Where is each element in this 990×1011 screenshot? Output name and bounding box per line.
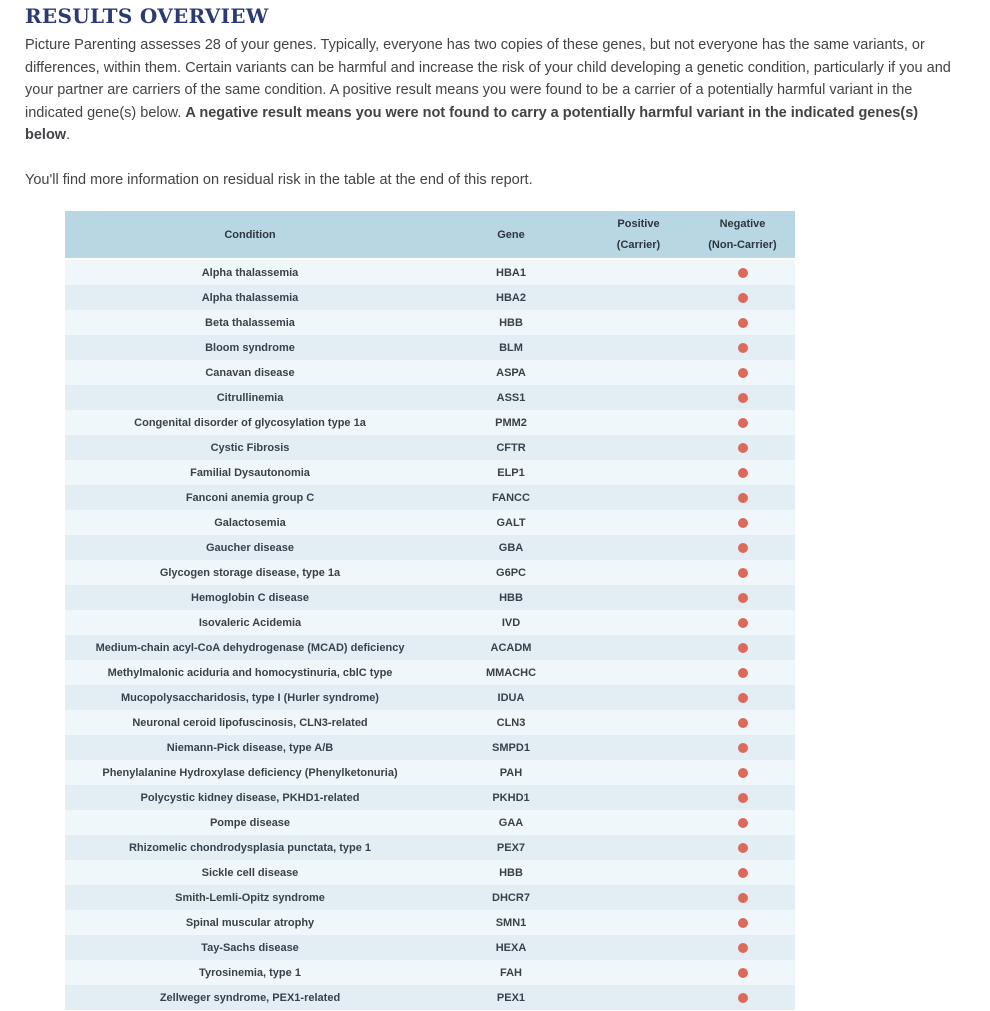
negative-cell bbox=[690, 867, 795, 879]
negative-header-line1: Negative bbox=[719, 217, 766, 230]
column-header-condition: Condition bbox=[224, 228, 276, 241]
table-row bbox=[65, 860, 795, 885]
negative-result-dot bbox=[738, 543, 748, 553]
condition-cell: Medium-chain acyl-CoA dehydrogenase (MCAD) deficiency bbox=[95, 641, 405, 654]
negative-cell bbox=[690, 792, 795, 804]
condition-cell: Polycystic kidney disease, PKHD1-related bbox=[140, 791, 360, 804]
gene-cell: HBA1 bbox=[496, 266, 526, 279]
table-body bbox=[65, 260, 795, 1010]
negative-cell bbox=[690, 942, 795, 954]
gene-cell: IDUA bbox=[497, 691, 525, 704]
negative-result-dot bbox=[738, 593, 748, 603]
negative-result-dot bbox=[738, 568, 748, 578]
gene-cell: SMPD1 bbox=[492, 741, 530, 754]
negative-result-dot bbox=[738, 318, 748, 328]
negative-cell bbox=[690, 342, 795, 354]
negative-cell bbox=[690, 392, 795, 404]
table-row bbox=[65, 435, 795, 460]
negative-cell bbox=[690, 442, 795, 454]
negative-result-dot bbox=[738, 518, 748, 528]
gene-cell: ACADM bbox=[490, 641, 532, 654]
negative-cell bbox=[690, 892, 795, 904]
gene-cell: CLN3 bbox=[496, 716, 526, 729]
gene-cell: HBB bbox=[499, 316, 523, 329]
negative-result-dot bbox=[738, 493, 748, 503]
table-row bbox=[65, 985, 795, 1010]
negative-cell bbox=[690, 667, 795, 679]
negative-result-dot bbox=[738, 818, 748, 828]
table-row bbox=[65, 810, 795, 835]
negative-result-dot bbox=[738, 893, 748, 903]
negative-result-dot bbox=[738, 718, 748, 728]
negative-cell bbox=[690, 292, 795, 304]
negative-cell bbox=[690, 517, 795, 529]
negative-cell bbox=[690, 267, 795, 279]
table-row bbox=[65, 585, 795, 610]
gene-cell: SMN1 bbox=[495, 916, 527, 929]
condition-cell: Glycogen storage disease, type 1a bbox=[159, 566, 341, 579]
negative-result-dot bbox=[738, 743, 748, 753]
gene-cell: FAH bbox=[500, 966, 522, 979]
negative-result-dot bbox=[738, 343, 748, 353]
gene-cell: ASPA bbox=[496, 366, 526, 379]
table-row bbox=[65, 260, 795, 285]
results-table bbox=[65, 211, 795, 1010]
condition-cell: Familial Dysautonomia bbox=[190, 466, 310, 479]
condition-cell: Sickle cell disease bbox=[201, 866, 299, 879]
condition-cell: Citrullinemia bbox=[216, 391, 284, 404]
gene-cell: HBA2 bbox=[496, 291, 526, 304]
positive-header-line2: (Carrier) bbox=[616, 238, 661, 251]
intro-text-suffix: . bbox=[66, 127, 71, 143]
negative-result-dot bbox=[738, 843, 748, 853]
condition-cell: Alpha thalassemia bbox=[201, 266, 299, 279]
negative-result-dot bbox=[738, 693, 748, 703]
negative-result-dot bbox=[738, 943, 748, 953]
negative-cell bbox=[690, 992, 795, 1004]
gene-cell: BLM bbox=[499, 341, 523, 354]
condition-cell: Canavan disease bbox=[205, 366, 295, 379]
negative-result-dot bbox=[738, 618, 748, 628]
table-row bbox=[65, 360, 795, 385]
condition-cell: Phenylalanine Hydroxylase deficiency (Phenylketonuria) bbox=[102, 766, 398, 779]
negative-cell bbox=[690, 642, 795, 654]
negative-result-dot bbox=[738, 643, 748, 653]
gene-cell: GALT bbox=[496, 516, 526, 529]
table-row bbox=[65, 310, 795, 335]
negative-cell bbox=[690, 417, 795, 429]
gene-cell: IVD bbox=[501, 616, 521, 629]
gene-cell: CFTR bbox=[496, 441, 526, 454]
negative-cell bbox=[690, 967, 795, 979]
table-row bbox=[65, 660, 795, 685]
negative-cell bbox=[690, 592, 795, 604]
negative-cell bbox=[690, 567, 795, 579]
table-row bbox=[65, 710, 795, 735]
negative-cell bbox=[690, 742, 795, 754]
gene-cell: G6PC bbox=[496, 566, 526, 579]
negative-result-dot bbox=[738, 293, 748, 303]
gene-cell: ELP1 bbox=[497, 466, 525, 479]
negative-result-dot bbox=[738, 468, 748, 478]
condition-cell: Methylmalonic aciduria and homocystinuria, cblC type bbox=[107, 666, 393, 679]
table-header-row bbox=[65, 211, 795, 258]
negative-result-dot bbox=[738, 393, 748, 403]
negative-result-dot bbox=[738, 418, 748, 428]
condition-cell: Rhizomelic chondrodysplasia punctata, type 1 bbox=[128, 841, 372, 854]
table-row bbox=[65, 760, 795, 785]
table-row bbox=[65, 535, 795, 560]
condition-cell: Fanconi anemia group C bbox=[185, 491, 315, 504]
intro-paragraph bbox=[25, 34, 966, 147]
negative-cell bbox=[690, 367, 795, 379]
gene-cell: MMACHC bbox=[485, 666, 537, 679]
table-row bbox=[65, 460, 795, 485]
condition-cell: Galactosemia bbox=[214, 516, 286, 529]
condition-cell: Smith-Lemli-Opitz syndrome bbox=[175, 891, 325, 904]
condition-cell: Cystic Fibrosis bbox=[210, 441, 290, 454]
gene-cell: PKHD1 bbox=[492, 791, 530, 804]
intro-text-bold: A negative result means you were not found to carry a potentially harmful variant in the indicated genes(s) below bbox=[25, 104, 919, 143]
condition-cell: Pompe disease bbox=[209, 816, 291, 829]
table-row bbox=[65, 510, 795, 535]
table-row bbox=[65, 885, 795, 910]
negative-cell bbox=[690, 692, 795, 704]
table-row bbox=[65, 785, 795, 810]
table-row bbox=[65, 960, 795, 985]
table-row bbox=[65, 935, 795, 960]
gene-cell: GBA bbox=[498, 541, 524, 554]
condition-cell: Neuronal ceroid lipofuscinosis, CLN3-related bbox=[132, 716, 368, 729]
gene-cell: PEX7 bbox=[496, 841, 526, 854]
negative-cell bbox=[690, 717, 795, 729]
table-row bbox=[65, 385, 795, 410]
gene-cell: HBB bbox=[499, 591, 523, 604]
negative-header-line2: (Non-Carrier) bbox=[708, 238, 777, 251]
negative-result-dot bbox=[738, 793, 748, 803]
condition-cell: Tay-Sachs disease bbox=[201, 941, 299, 954]
condition-cell: Niemann-Pick disease, type A/B bbox=[166, 741, 334, 754]
gene-cell: DHCR7 bbox=[492, 891, 530, 904]
condition-cell: Hemoglobin C disease bbox=[191, 591, 309, 604]
gene-cell: HBB bbox=[499, 866, 523, 879]
negative-cell bbox=[690, 492, 795, 504]
gene-cell: ASS1 bbox=[496, 391, 526, 404]
table-row bbox=[65, 835, 795, 860]
table-row bbox=[65, 410, 795, 435]
negative-result-dot bbox=[738, 368, 748, 378]
positive-header-line1: Positive bbox=[617, 217, 660, 230]
negative-cell bbox=[690, 467, 795, 479]
negative-cell bbox=[690, 842, 795, 854]
table-row bbox=[65, 335, 795, 360]
gene-cell: GAA bbox=[498, 816, 524, 829]
gene-cell: PAH bbox=[499, 766, 523, 779]
intro-text-normal: Picture Parenting assesses 28 of your genes. Typically, everyone has two copies of these genes, but not everyone has the same variants, or differences, within them. Certain variants can be harmful and increase the risk of your child developing a genetic condition, particularly if you and your partner are carriers of the same condition. A positive result means you were found to be a carrier of a potentially harmful variant in the indicated gene(s) below. bbox=[25, 37, 951, 121]
gene-cell: PMM2 bbox=[495, 416, 527, 429]
condition-cell: Isovaleric Acidemia bbox=[198, 616, 302, 629]
negative-cell bbox=[690, 317, 795, 329]
condition-cell: Gaucher disease bbox=[205, 541, 295, 554]
negative-result-dot bbox=[738, 918, 748, 928]
table-row bbox=[65, 685, 795, 710]
negative-result-dot bbox=[738, 768, 748, 778]
negative-cell bbox=[690, 817, 795, 829]
condition-cell: Zellweger syndrome, PEX1-related bbox=[159, 991, 341, 1004]
negative-result-dot bbox=[738, 443, 748, 453]
table-row bbox=[65, 560, 795, 585]
column-header-negative bbox=[690, 214, 795, 256]
negative-result-dot bbox=[738, 268, 748, 278]
negative-cell bbox=[690, 542, 795, 554]
gene-cell: PEX1 bbox=[496, 991, 526, 1004]
condition-cell: Bloom syndrome bbox=[205, 341, 295, 354]
gene-cell: HEXA bbox=[495, 941, 527, 954]
table-row bbox=[65, 610, 795, 635]
column-header-gene: Gene bbox=[497, 228, 525, 241]
negative-result-dot bbox=[738, 968, 748, 978]
gene-cell: FANCC bbox=[492, 491, 530, 504]
condition-cell: Congenital disorder of glycosylation type 1a bbox=[134, 416, 366, 429]
condition-cell: Mucopolysaccharidosis, type I (Hurler syndrome) bbox=[121, 691, 379, 704]
column-header-positive bbox=[587, 214, 690, 256]
condition-cell: Spinal muscular atrophy bbox=[185, 916, 315, 929]
condition-cell: Alpha thalassemia bbox=[201, 291, 299, 304]
table-row bbox=[65, 910, 795, 935]
negative-cell bbox=[690, 917, 795, 929]
table-row bbox=[65, 285, 795, 310]
table-row bbox=[65, 735, 795, 760]
table-row bbox=[65, 635, 795, 660]
negative-result-dot bbox=[738, 668, 748, 678]
negative-result-dot bbox=[738, 868, 748, 878]
table-row bbox=[65, 485, 795, 510]
condition-cell: Tyrosinemia, type 1 bbox=[199, 966, 301, 979]
negative-result-dot bbox=[738, 993, 748, 1003]
condition-cell: Beta thalassemia bbox=[205, 316, 295, 329]
negative-cell bbox=[690, 767, 795, 779]
residual-risk-note: You'll find more information on residual risk in the table at the end of this report. bbox=[25, 171, 533, 188]
negative-cell bbox=[690, 617, 795, 629]
page-title: RESULTS OVERVIEW bbox=[25, 4, 269, 28]
